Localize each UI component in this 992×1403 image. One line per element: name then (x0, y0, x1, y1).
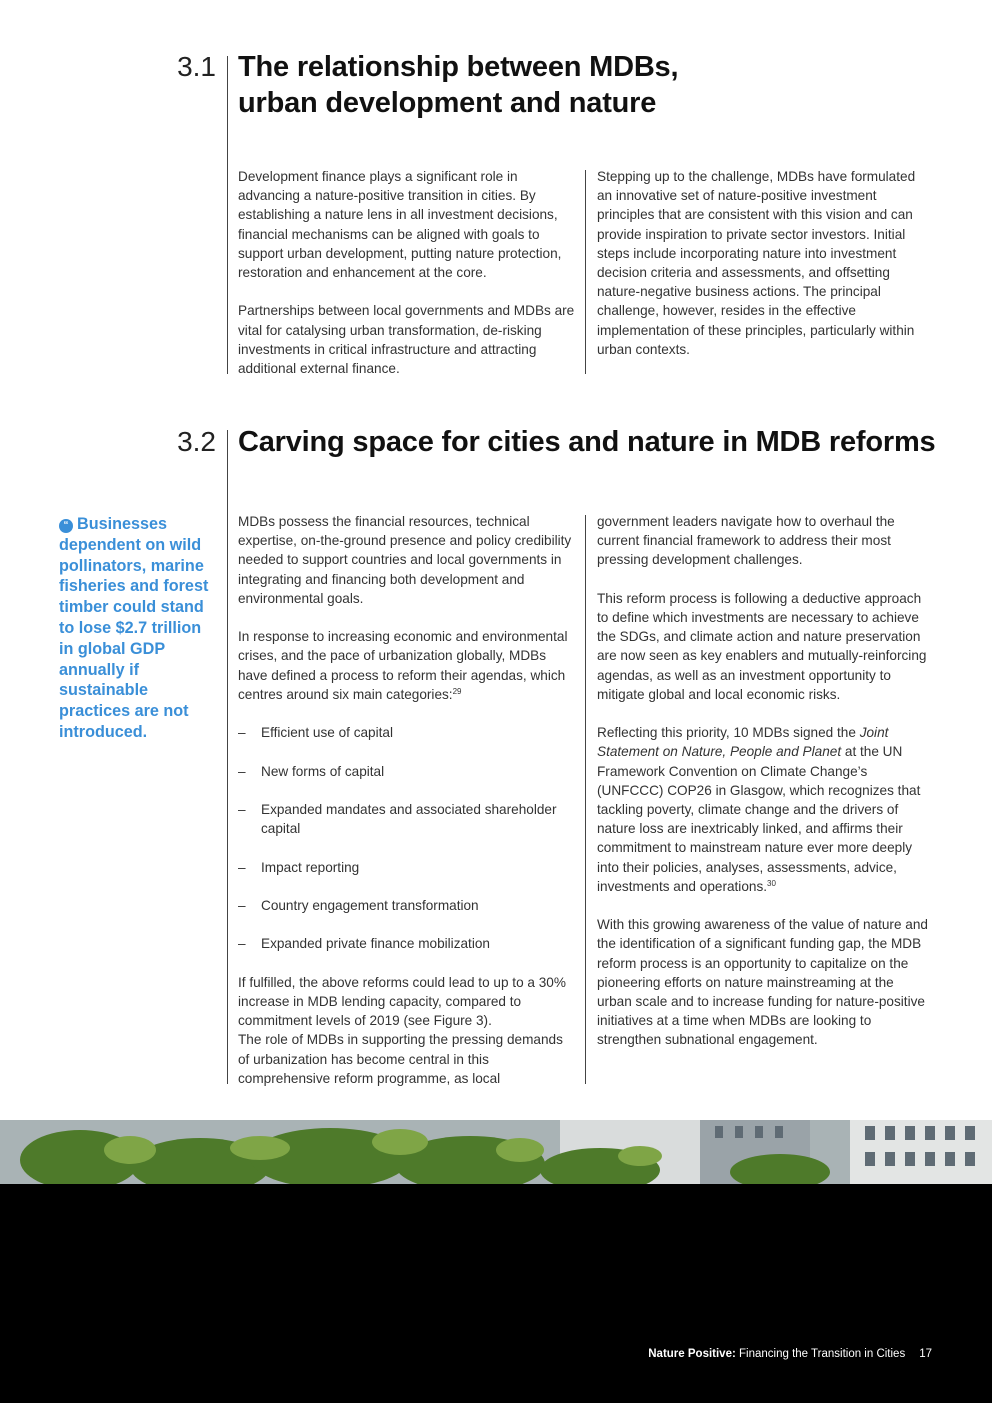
paragraph: If fulfilled, the above reforms could lead to up to a 30% increase in MDB lending capacity, compared to commitment levels of 2019 (see Figure 3). (238, 974, 566, 1029)
paragraph: With this growing awareness of the value of nature and the identification of a significant funding gap, the MDB reform process is an opportunity to capitalize on the pioneering efforts on nature mainstreaming at the urban scale and to increase funding for nature-positive initiatives at a time when MDBs are looking to strengthen subnational engagement. (597, 917, 928, 1048)
report-title-bold: Nature Positive: (648, 1348, 736, 1360)
list-item-text: Impact reporting (261, 859, 360, 875)
dash-bullet: – (238, 859, 246, 875)
paragraph: Stepping up to the challenge, MDBs have formulated an innovative set of nature-positive investment principles that are consistent with this vision and can provide inspiration to private sector investors. Initial steps include incorporating nature into investment decision criteria and assessments, and offsetting nature-negative business actions. The principal challenge, however, resides in the effective implementation of these principles, particularly within urban contexts. (597, 169, 916, 357)
photo-illustration (0, 1120, 992, 1184)
list-item (238, 858, 576, 877)
section-title-line: The relationship between MDBs, (238, 51, 679, 83)
paragraph: Development finance plays a significant role in advancing a nature-positive transition in cities. By establishing a nature lens in all investment decisions, financial mechanisms can be aligned with goals to support urban development, putting nature protection, restoration and enhancement at the core. (238, 169, 562, 281)
text-column-left (238, 167, 576, 378)
dash-bullet: – (238, 936, 246, 952)
section-number: 3.2 (177, 426, 216, 457)
document-title-italic: Joint Statement on Nature, People and Planet (597, 725, 889, 760)
city-greenery-photo (0, 1120, 992, 1184)
paragraph-text: In response to increasing economic and environmental crises, and the pace of urbanization globally, MDBs have defined a process to reform their agendas, which centres around six main categories: (238, 629, 568, 702)
section-number: 3.1 (177, 51, 216, 82)
footnote-ref: 30 (767, 878, 776, 888)
text-column-left (238, 512, 576, 1088)
paragraph (238, 627, 576, 704)
column-divider (585, 515, 586, 1084)
column-divider (585, 170, 586, 374)
list-item (238, 762, 576, 781)
list-item (238, 934, 576, 953)
reform-categories-list (238, 723, 576, 953)
page-number: 17 (919, 1348, 932, 1360)
footer-band (0, 1184, 992, 1403)
footnote-ref: 29 (452, 686, 462, 696)
section-title: Carving space for cities and nature in MDB reforms (238, 426, 936, 458)
dash-bullet: – (238, 725, 246, 741)
paragraph: This reform process is following a deductive approach to define which investments are necessary to achieve the SDGs, and climate action and nature preservation are now seen as key enablers and mutually-reinforcing agendas, as well as an investment opportunity to mitigate global and local economic risks. (597, 590, 927, 702)
paragraph: MDBs possess the financial resources, technical expertise, on-the-ground presence and policy credibility needed to support countries and local governments in integrating and financing both development and environmental goals. (238, 514, 572, 606)
dash-bullet: – (238, 801, 246, 817)
pull-quote (59, 514, 211, 743)
list-item (238, 723, 576, 742)
quote-icon: “ (59, 519, 73, 533)
paragraph-text: Reflecting this priority, 10 MDBs signed the (597, 725, 860, 741)
section-title (238, 49, 938, 121)
paragraph: government leaders navigate how to overhaul the current financial framework to address their most pressing development challenges. (597, 514, 895, 568)
list-item-text: New forms of capital (261, 763, 385, 779)
section-divider (227, 430, 228, 1084)
list-item-text: Efficient use of capital (261, 725, 393, 741)
list-item-text: Expanded mandates and associated shareholder capital (261, 801, 557, 837)
list-item (238, 896, 576, 915)
list-item-text: Expanded private finance mobilization (261, 936, 490, 952)
footer (560, 1346, 932, 1362)
section-title-line: urban development and nature (238, 87, 657, 119)
pull-quote-text: Businesses dependent on wild pollinators, marine fisheries and forest timber could stand to lose $2.7 trillion in global GDP annually if sustainable practices are not introduced. (59, 515, 209, 741)
dash-bullet: – (238, 763, 246, 779)
list-item (238, 800, 576, 838)
list-item-text: Country engagement transformation (261, 897, 479, 913)
text-column-right (597, 512, 931, 1050)
report-title: Financing the Transition in Cities (735, 1348, 906, 1360)
paragraph (597, 723, 931, 896)
paragraph: Partnerships between local governments and MDBs are vital for catalysing urban transformation, de-risking investments in critical infrastructure and attracting additional external finance. (238, 303, 575, 377)
text-column-right (597, 167, 931, 359)
section-divider (227, 56, 228, 374)
paragraph: The role of MDBs in supporting the pressing demands of urbanization has become central in this comprehensive reform programme, as local (238, 1032, 563, 1086)
paragraph-text: at the UN Framework Convention on Climate Change’s (UNFCCC) COP26 in Glasgow, which recognizes that tackling poverty, climate change and the drivers of nature loss are inextricably linked, and affirms their commitment to mainstream nature ever more deeply into their policies, analyses, assessments, advice, investments and operations. (597, 744, 921, 894)
dash-bullet: – (238, 897, 246, 913)
